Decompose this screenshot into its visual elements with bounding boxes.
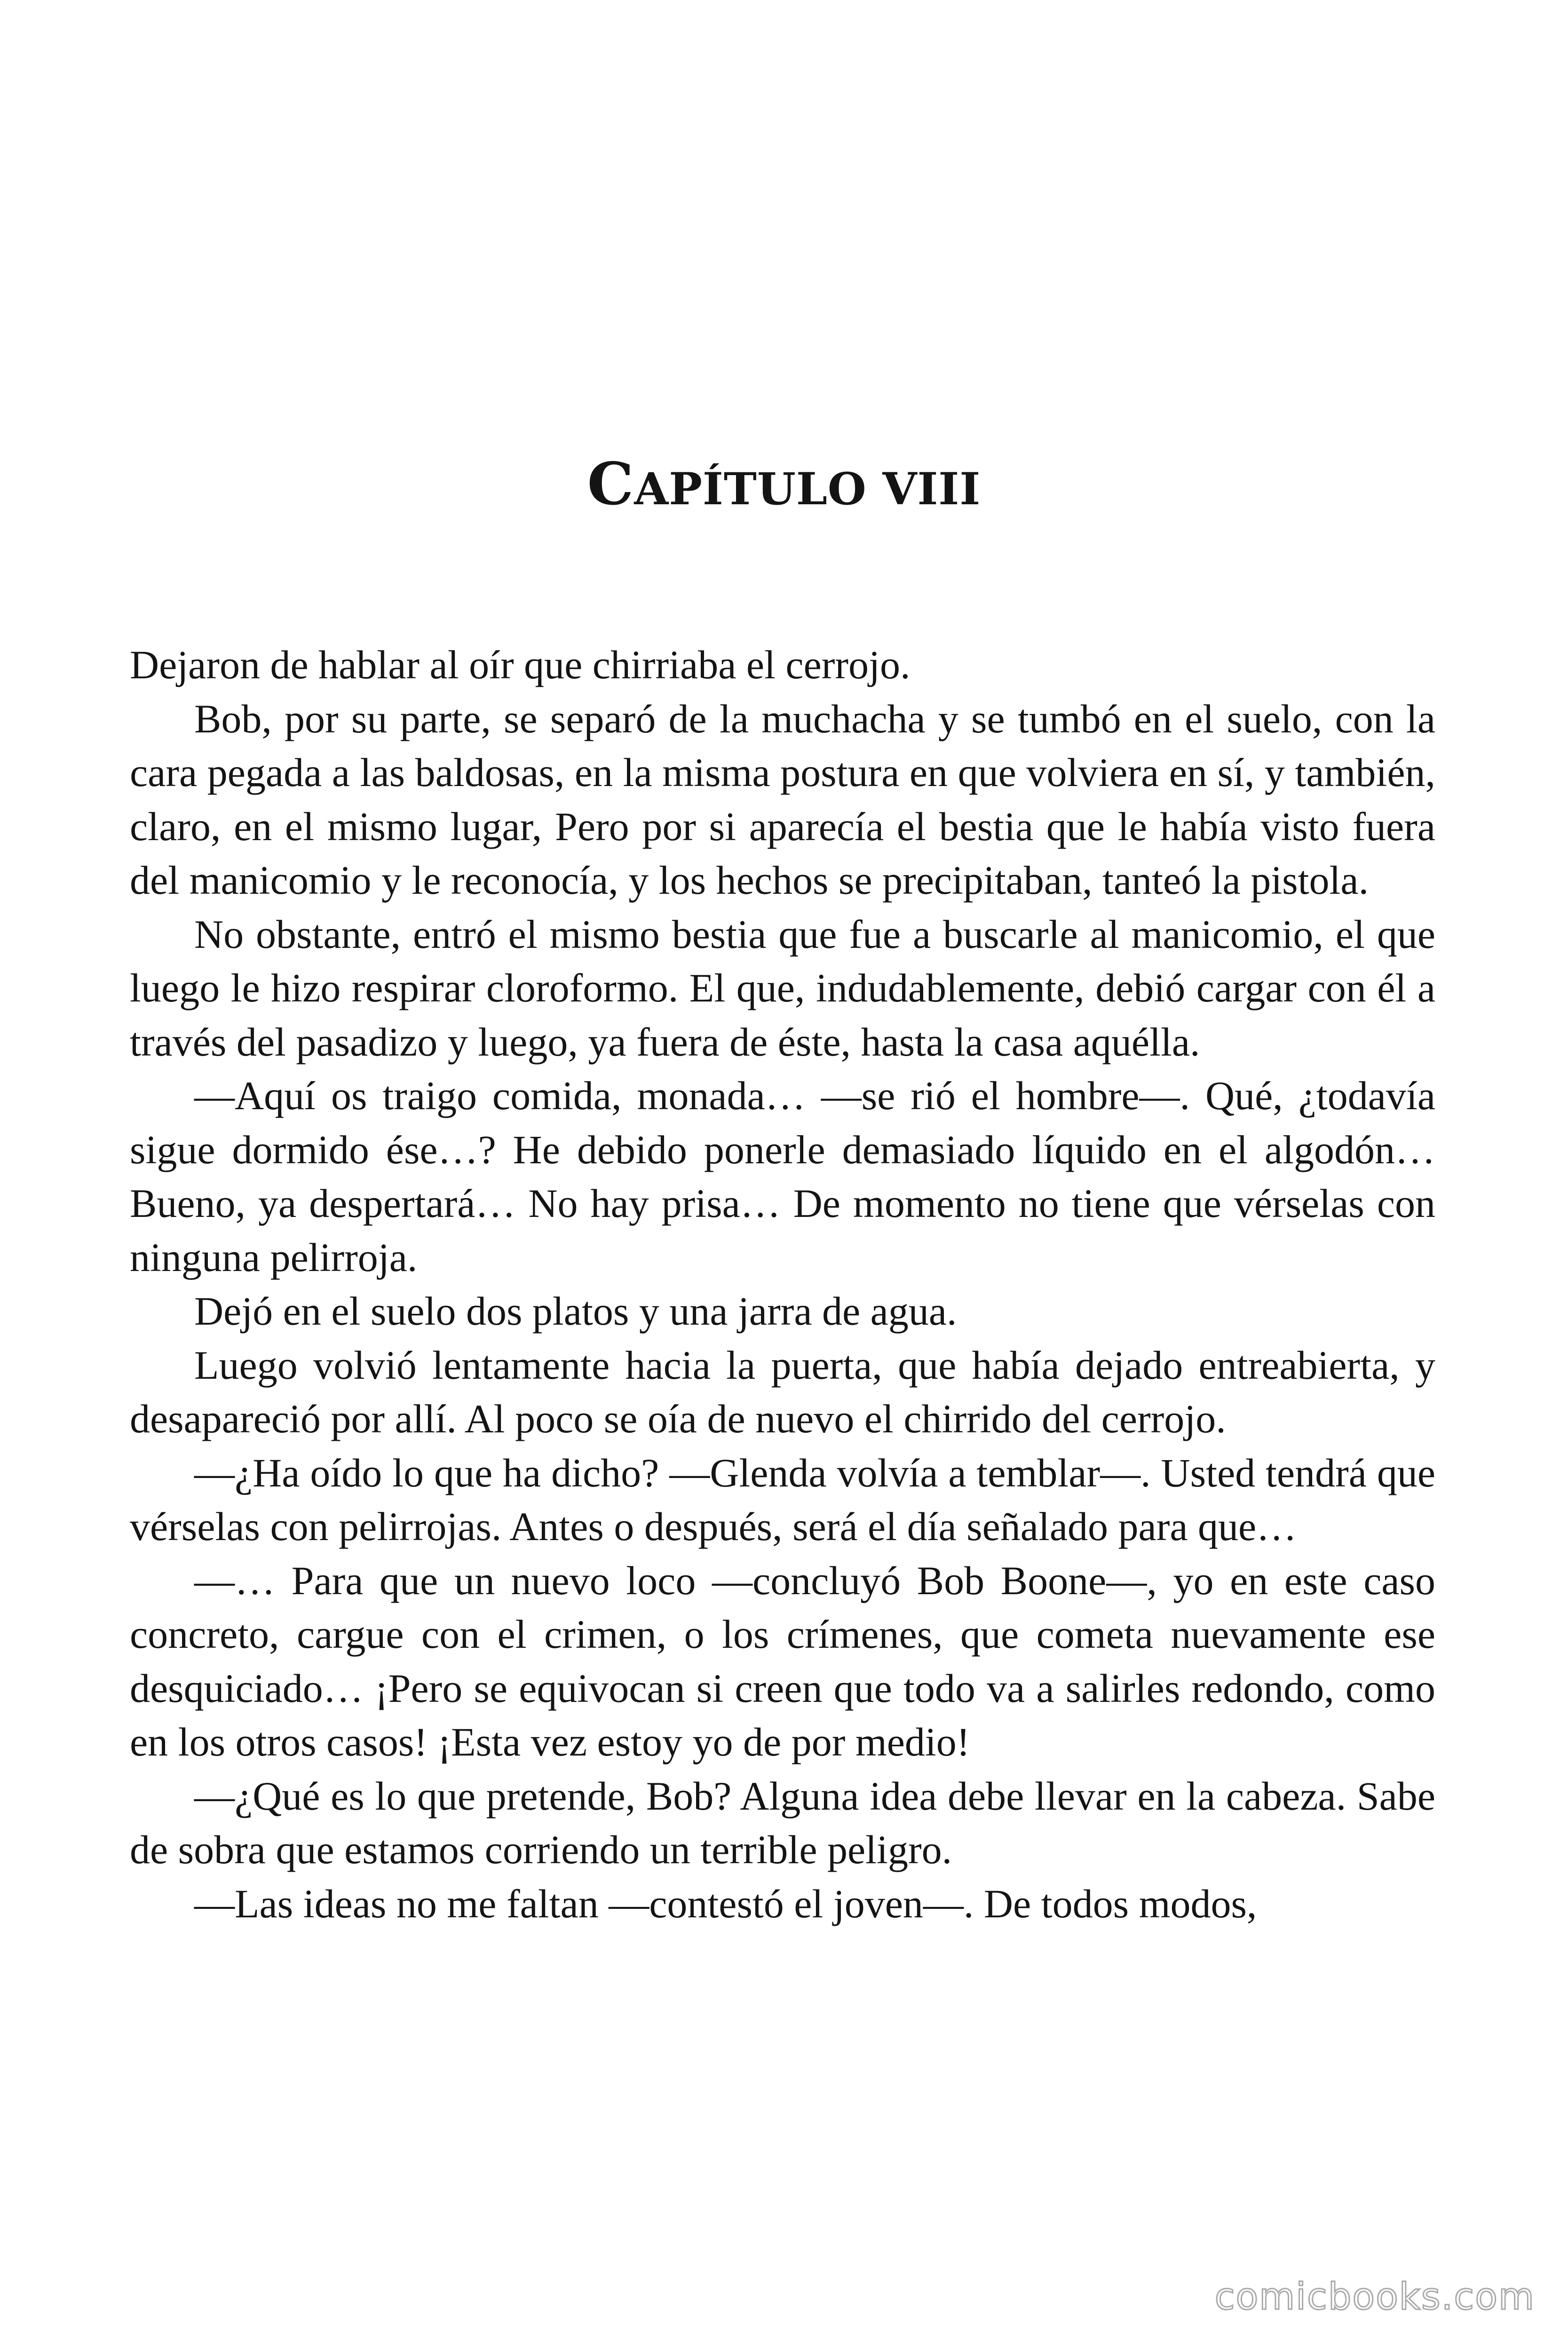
paragraph: Dejaron de hablar al oír que chirriaba el cerrojo. <box>130 642 911 687</box>
paragraph: Dejó en el suelo dos platos y una jarra de agua. <box>194 1288 957 1334</box>
paragraph: Luego volvió lentamente hacia la puerta, que había dejado entreabierta, y desapareció por allí. Al poco se oía de nuevo el chirrido del cerrojo. <box>130 1342 1435 1441</box>
paragraph: —¿Qué es lo que pretende, Bob? Alguna idea debe llevar en la cabeza. Sabe de sobra que estamos corriendo un terrible peligro. <box>130 1773 1435 1872</box>
chapter-body <box>130 638 1435 1931</box>
paragraph: —¿Ha oído lo que ha dicho? —Glenda volvía a temblar—. Usted tendrá que vérselas con pelirrojas. Antes o después, será el día señalado para que… <box>130 1450 1435 1549</box>
chapter-title-initial: C <box>587 450 634 518</box>
paragraph: Bob, por su parte, se separó de la muchacha y se tumbó en el suelo, con la cara pegada a las baldosas, en la misma postura en que volviera en sí, y también, claro, en el mismo lugar, Pero por si aparecía el bestia que le había visto fuera del manicomio y le reconocía, y los hechos se precipitaban, tanteó la pistola. <box>130 696 1435 903</box>
chapter-title <box>0 452 1568 522</box>
paragraph: —Aquí os traigo comida, monada… —se rió el hombre—. Qué, ¿todavía sigue dormido ése…? He debido ponerle demasiado líquido en el algodón… Bueno, ya despertará… No hay prisa… De momento no tiene que vérselas con ninguna pelirroja. <box>130 1073 1435 1280</box>
paragraph: No obstante, entró el mismo bestia que fue a buscarle al manicomio, el que luego le hizo respirar cloroformo. El que, indudablemente, debió cargar con él a través del pasadizo y luego, ya fuera de éste, hasta la casa aquélla. <box>130 911 1435 1065</box>
chapter-title-rest: APÍTULO VIII <box>634 463 981 515</box>
paragraph: —Las ideas no me faltan —contestó el joven—. De todos modos, <box>194 1881 1257 1926</box>
paragraph: —… Para que un nuevo loco —concluyó Bob Boone—, yo en este caso concreto, cargue con el crimen, o los crímenes, que cometa nuevamente ese desquiciado… ¡Pero se equivocan si creen que todo va a salirles redondo, como en los otros casos! ¡Esta vez estoy yo de por medio! <box>130 1557 1435 1764</box>
watermark: comicbooks.com <box>1214 2276 1535 2318</box>
